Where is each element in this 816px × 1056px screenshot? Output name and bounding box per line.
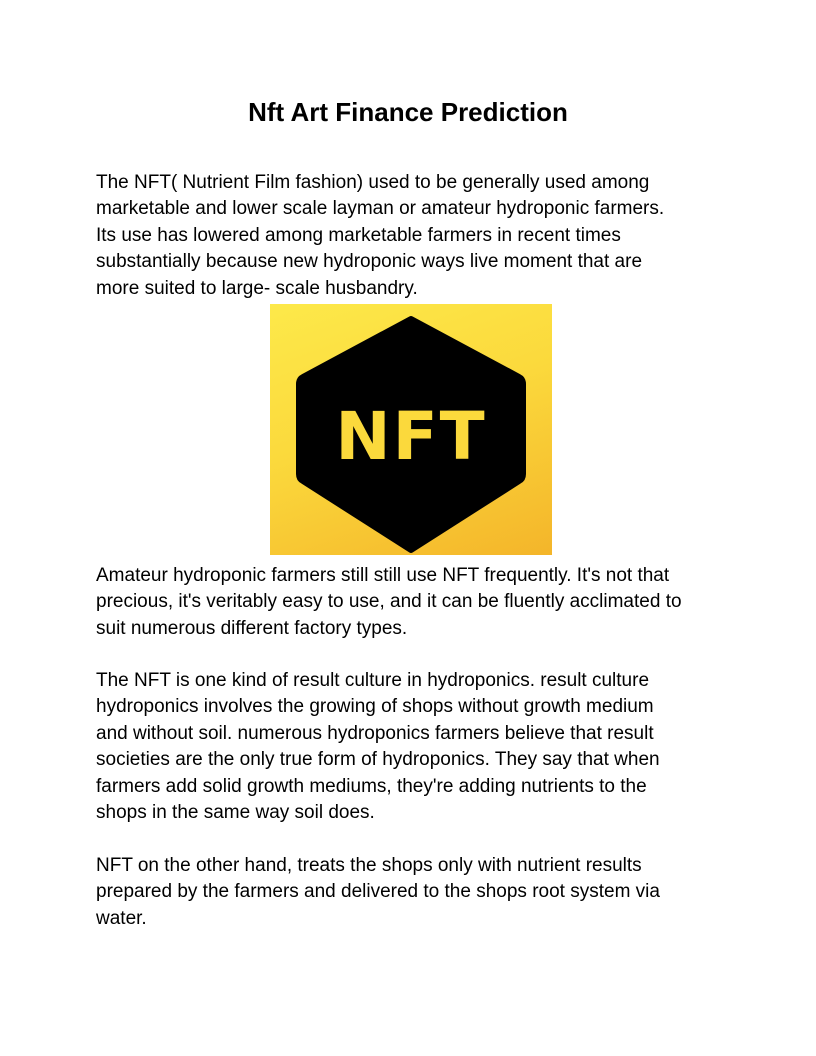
paragraph-result-culture: The NFT is one kind of result culture in hydroponics. result culture hydroponics involves the growing of shops without growth medium and without soil. numerous hydroponics farmers believe that result societies are the only true form of hydroponics. They say that when farmers add solid growth mediums, they're adding nutrients to the shops in the same way soil does. xyxy=(96,670,660,824)
document-title: Nft Art Finance Prediction xyxy=(248,97,568,127)
paragraph-intro: The NFT( Nutrient Film fashion) used to be generally used among marketable and lower scale layman or amateur hydroponic farmers. Its use has lowered among marketable farmers in recent times substantially because new hydroponic ways live moment that are more suited to large- scale husbandry. xyxy=(96,172,665,299)
paragraph-other-hand: NFT on the other hand, treats the shops only with nutrient results prepared by the farmers and delivered to the shops root system via water. xyxy=(96,855,660,929)
nft-hexagon-logo-icon xyxy=(270,304,552,555)
nft-logo-text: NFT xyxy=(335,398,487,475)
nft-logo-image xyxy=(270,304,552,555)
paragraph-amateur: Amateur hydroponic farmers still still use NFT frequently. It's not that precious, it's veritably easy to use, and it can be fluently acclimated to suit numerous different factory types. xyxy=(96,565,682,639)
